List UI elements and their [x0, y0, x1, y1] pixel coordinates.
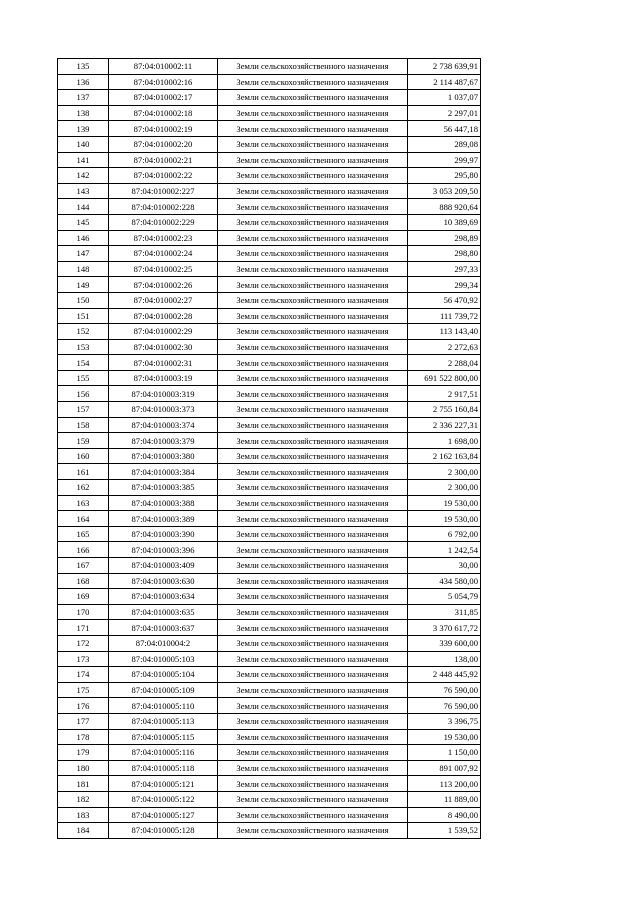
cadastral-number-cell: 87:04:010002:23 [109, 230, 218, 246]
row-number-cell: 169 [58, 589, 109, 605]
cadastral-number-cell: 87:04:010002:30 [109, 339, 218, 355]
table-row [58, 168, 481, 184]
land-category-cell: Земли сельскохозяйственного назначения [218, 370, 408, 386]
row-number-cell: 146 [58, 230, 109, 246]
land-category-cell: Земли сельскохозяйственного назначения [218, 667, 408, 683]
table-row [58, 214, 481, 230]
table-row [58, 511, 481, 527]
cadastral-value-cell: 297,33 [408, 261, 481, 277]
cadastral-value-cell: 2 738 639,91 [408, 59, 481, 75]
land-category-cell: Земли сельскохозяйственного назначения [218, 402, 408, 418]
cadastral-value-cell: 2 162 163,84 [408, 448, 481, 464]
cadastral-number-cell: 87:04:010003:634 [109, 589, 218, 605]
cadastral-number-cell: 87:04:010002:17 [109, 90, 218, 106]
table-row [58, 635, 481, 651]
cadastral-value-cell: 3 053 209,50 [408, 183, 481, 199]
cadastral-number-cell: 87:04:010002:21 [109, 152, 218, 168]
row-number-cell: 150 [58, 292, 109, 308]
cadastral-value-cell: 8 490,00 [408, 807, 481, 823]
cadastral-number-cell: 87:04:010005:104 [109, 667, 218, 683]
cadastral-number-cell: 87:04:010003:635 [109, 604, 218, 620]
cadastral-number-cell: 87:04:010003:390 [109, 526, 218, 542]
cadastral-value-cell: 2 114 487,67 [408, 74, 481, 90]
cadastral-value-cell: 113 200,00 [408, 776, 481, 792]
table-row [58, 542, 481, 558]
land-category-cell: Земли сельскохозяйственного назначения [218, 292, 408, 308]
row-number-cell: 156 [58, 386, 109, 402]
cadastral-number-cell: 87:04:010005:109 [109, 682, 218, 698]
row-number-cell: 164 [58, 511, 109, 527]
table-row [58, 620, 481, 636]
table-row [58, 386, 481, 402]
row-number-cell: 182 [58, 791, 109, 807]
cadastral-value-cell: 691 522 800,00 [408, 370, 481, 386]
row-number-cell: 168 [58, 573, 109, 589]
row-number-cell: 174 [58, 667, 109, 683]
land-category-cell: Земли сельскохозяйственного назначения [218, 729, 408, 745]
cadastral-value-cell: 138,00 [408, 651, 481, 667]
row-number-cell: 141 [58, 152, 109, 168]
cadastral-value-cell: 2 300,00 [408, 464, 481, 480]
table-row [58, 417, 481, 433]
land-category-cell: Земли сельскохозяйственного назначения [218, 791, 408, 807]
table-row [58, 183, 481, 199]
table-row [58, 292, 481, 308]
cadastral-value-cell: 1 698,00 [408, 433, 481, 449]
table-row [58, 370, 481, 386]
table-row [58, 74, 481, 90]
table-row [58, 246, 481, 262]
cadastral-number-cell: 87:04:010005:127 [109, 807, 218, 823]
table-row [58, 807, 481, 823]
land-category-cell: Земли сельскохозяйственного назначения [218, 386, 408, 402]
table-row [58, 230, 481, 246]
cadastral-value-cell: 1 242,54 [408, 542, 481, 558]
table-row [58, 526, 481, 542]
land-category-cell: Земли сельскохозяйственного назначения [218, 246, 408, 262]
land-category-cell: Земли сельскохозяйственного назначения [218, 558, 408, 574]
row-number-cell: 144 [58, 199, 109, 215]
table-row [58, 277, 481, 293]
land-category-cell: Земли сельскохозяйственного назначения [218, 136, 408, 152]
cadastral-value-cell: 2 300,00 [408, 480, 481, 496]
cadastral-value-cell: 891 007,92 [408, 760, 481, 776]
land-category-cell: Земли сельскохозяйственного назначения [218, 59, 408, 75]
cadastral-value-cell: 299,34 [408, 277, 481, 293]
table-row [58, 59, 481, 75]
land-category-cell: Земли сельскохозяйственного назначения [218, 620, 408, 636]
table-row [58, 152, 481, 168]
land-category-cell: Земли сельскохозяйственного назначения [218, 511, 408, 527]
row-number-cell: 152 [58, 324, 109, 340]
table-row [58, 604, 481, 620]
table-row [58, 433, 481, 449]
cadastral-value-cell: 298,80 [408, 246, 481, 262]
cadastral-number-cell: 87:04:010002:18 [109, 105, 218, 121]
cadastral-value-cell: 76 590,00 [408, 698, 481, 714]
row-number-cell: 155 [58, 370, 109, 386]
cadastral-value-cell: 2 288,04 [408, 355, 481, 371]
row-number-cell: 162 [58, 480, 109, 496]
land-category-cell: Земли сельскохозяйственного назначения [218, 635, 408, 651]
cadastral-number-cell: 87:04:010005:110 [109, 698, 218, 714]
land-category-cell: Земли сельскохозяйственного назначения [218, 152, 408, 168]
row-number-cell: 171 [58, 620, 109, 636]
row-number-cell: 135 [58, 59, 109, 75]
cadastral-number-cell: 87:04:010003:630 [109, 573, 218, 589]
cadastral-number-cell: 87:04:010003:379 [109, 433, 218, 449]
cadastral-value-cell: 888 920,64 [408, 199, 481, 215]
land-category-cell: Земли сельскохозяйственного назначения [218, 308, 408, 324]
cadastral-number-cell: 87:04:010003:385 [109, 480, 218, 496]
cadastral-value-cell: 111 739,72 [408, 308, 481, 324]
cadastral-value-cell: 2 448 445,92 [408, 667, 481, 683]
land-category-cell: Земли сельскохозяйственного назначения [218, 589, 408, 605]
cadastral-number-cell: 87:04:010002:28 [109, 308, 218, 324]
cadastral-number-cell: 87:04:010003:637 [109, 620, 218, 636]
cadastral-value-cell: 1 037,07 [408, 90, 481, 106]
row-number-cell: 181 [58, 776, 109, 792]
land-category-cell: Земли сельскохозяйственного назначения [218, 776, 408, 792]
table-row [58, 121, 481, 137]
cadastral-number-cell: 87:04:010003:374 [109, 417, 218, 433]
cadastral-value-cell: 295,80 [408, 168, 481, 184]
cadastral-number-cell: 87:04:010003:19 [109, 370, 218, 386]
cadastral-number-cell: 87:04:010003:396 [109, 542, 218, 558]
cadastral-number-cell: 87:04:010003:319 [109, 386, 218, 402]
row-number-cell: 143 [58, 183, 109, 199]
cadastral-number-cell: 87:04:010003:388 [109, 495, 218, 511]
cadastral-value-cell: 2 297,01 [408, 105, 481, 121]
cadastral-number-cell: 87:04:010005:103 [109, 651, 218, 667]
table-row [58, 105, 481, 121]
cadastral-number-cell: 87:04:010003:384 [109, 464, 218, 480]
table-row [58, 791, 481, 807]
cadastral-value-cell: 11 889,00 [408, 791, 481, 807]
land-category-cell: Земли сельскохозяйственного назначения [218, 823, 408, 839]
cadastral-value-cell: 311,85 [408, 604, 481, 620]
land-category-cell: Земли сельскохозяйственного назначения [218, 495, 408, 511]
cadastral-value-cell: 3 396,75 [408, 713, 481, 729]
cadastral-number-cell: 87:04:010002:229 [109, 214, 218, 230]
land-category-cell: Земли сельскохозяйственного назначения [218, 214, 408, 230]
cadastral-value-cell: 2 272,63 [408, 339, 481, 355]
land-category-cell: Земли сельскохозяйственного назначения [218, 542, 408, 558]
table-row [58, 355, 481, 371]
table-row [58, 308, 481, 324]
cadastral-value-cell: 1 150,00 [408, 745, 481, 761]
table-row [58, 261, 481, 277]
cadastral-number-cell: 87:04:010005:113 [109, 713, 218, 729]
row-number-cell: 142 [58, 168, 109, 184]
table-row [58, 823, 481, 839]
table-row [58, 573, 481, 589]
land-category-cell: Земли сельскохозяйственного назначения [218, 355, 408, 371]
land-category-cell: Земли сельскохозяйственного назначения [218, 433, 408, 449]
row-number-cell: 180 [58, 760, 109, 776]
table-row [58, 464, 481, 480]
cadastral-number-cell: 87:04:010005:118 [109, 760, 218, 776]
land-category-cell: Земли сельскохозяйственного назначения [218, 121, 408, 137]
table-row [58, 324, 481, 340]
land-category-cell: Земли сельскохозяйственного назначения [218, 448, 408, 464]
cadastral-value-cell: 1 539,52 [408, 823, 481, 839]
cadastral-number-cell: 87:04:010003:389 [109, 511, 218, 527]
land-category-cell: Земли сельскохозяйственного назначения [218, 604, 408, 620]
table-row [58, 713, 481, 729]
land-category-cell: Земли сельскохозяйственного назначения [218, 324, 408, 340]
table-row [58, 682, 481, 698]
cadastral-value-cell: 76 590,00 [408, 682, 481, 698]
cadastral-value-cell: 3 370 617,72 [408, 620, 481, 636]
land-category-cell: Земли сельскохозяйственного назначения [218, 183, 408, 199]
row-number-cell: 183 [58, 807, 109, 823]
row-number-cell: 147 [58, 246, 109, 262]
land-category-cell: Земли сельскохозяйственного назначения [218, 90, 408, 106]
row-number-cell: 148 [58, 261, 109, 277]
cadastral-value-cell: 10 389,69 [408, 214, 481, 230]
cadastral-number-cell: 87:04:010002:228 [109, 199, 218, 215]
table-body [58, 59, 481, 839]
cadastral-value-cell: 56 447,18 [408, 121, 481, 137]
cadastral-value-cell: 2 917,51 [408, 386, 481, 402]
cadastral-value-cell: 56 470,92 [408, 292, 481, 308]
land-category-cell: Земли сельскохозяйственного назначения [218, 105, 408, 121]
row-number-cell: 136 [58, 74, 109, 90]
cadastral-number-cell: 87:04:010004:2 [109, 635, 218, 651]
table-row [58, 339, 481, 355]
row-number-cell: 178 [58, 729, 109, 745]
cadastral-number-cell: 87:04:010005:116 [109, 745, 218, 761]
land-category-cell: Земли сельскохозяйственного назначения [218, 760, 408, 776]
cadastral-number-cell: 87:04:010003:380 [109, 448, 218, 464]
land-category-cell: Земли сельскохозяйственного назначения [218, 261, 408, 277]
land-category-cell: Земли сельскохозяйственного назначения [218, 168, 408, 184]
row-number-cell: 166 [58, 542, 109, 558]
row-number-cell: 154 [58, 355, 109, 371]
land-category-cell: Земли сельскохозяйственного назначения [218, 417, 408, 433]
cadastral-number-cell: 87:04:010002:26 [109, 277, 218, 293]
cadastral-number-cell: 87:04:010002:31 [109, 355, 218, 371]
land-category-cell: Земли сельскохозяйственного назначения [218, 745, 408, 761]
land-category-cell: Земли сельскохозяйственного назначения [218, 713, 408, 729]
cadastral-number-cell: 87:04:010005:115 [109, 729, 218, 745]
table-row [58, 402, 481, 418]
cadastral-value-cell: 19 530,00 [408, 729, 481, 745]
table-row [58, 136, 481, 152]
row-number-cell: 138 [58, 105, 109, 121]
cadastral-value-cell: 298,89 [408, 230, 481, 246]
cadastral-number-cell: 87:04:010002:25 [109, 261, 218, 277]
cadastral-number-cell: 87:04:010002:22 [109, 168, 218, 184]
table-row [58, 698, 481, 714]
cadastral-value-cell: 2 336 227,31 [408, 417, 481, 433]
land-category-cell: Земли сельскохозяйственного назначения [218, 277, 408, 293]
row-number-cell: 160 [58, 448, 109, 464]
table-row [58, 480, 481, 496]
row-number-cell: 153 [58, 339, 109, 355]
cadastral-number-cell: 87:04:010002:227 [109, 183, 218, 199]
row-number-cell: 176 [58, 698, 109, 714]
cadastral-number-cell: 87:04:010002:29 [109, 324, 218, 340]
land-category-cell: Земли сельскохозяйственного назначения [218, 480, 408, 496]
table-row [58, 448, 481, 464]
cadastral-number-cell: 87:04:010002:27 [109, 292, 218, 308]
cadastral-number-cell: 87:04:010003:373 [109, 402, 218, 418]
cadastral-value-cell: 2 755 160,84 [408, 402, 481, 418]
table-row [58, 558, 481, 574]
row-number-cell: 137 [58, 90, 109, 106]
cadastral-number-cell: 87:04:010005:122 [109, 791, 218, 807]
row-number-cell: 184 [58, 823, 109, 839]
land-category-cell: Земли сельскохозяйственного назначения [218, 199, 408, 215]
cadastral-value-cell: 299,97 [408, 152, 481, 168]
row-number-cell: 159 [58, 433, 109, 449]
row-number-cell: 161 [58, 464, 109, 480]
cadastral-number-cell: 87:04:010002:11 [109, 59, 218, 75]
row-number-cell: 173 [58, 651, 109, 667]
land-category-cell: Земли сельскохозяйственного назначения [218, 339, 408, 355]
cadastral-value-cell: 30,00 [408, 558, 481, 574]
cadastral-value-cell: 19 530,00 [408, 495, 481, 511]
land-category-cell: Земли сельскохозяйственного назначения [218, 698, 408, 714]
cadastral-number-cell: 87:04:010002:24 [109, 246, 218, 262]
cadastral-value-cell: 19 530,00 [408, 511, 481, 527]
cadastral-value-cell: 6 792,00 [408, 526, 481, 542]
cadastral-value-cell: 339 600,00 [408, 635, 481, 651]
cadastral-value-cell: 434 580,00 [408, 573, 481, 589]
land-category-cell: Земли сельскохозяйственного назначения [218, 651, 408, 667]
row-number-cell: 165 [58, 526, 109, 542]
cadastral-number-cell: 87:04:010002:16 [109, 74, 218, 90]
row-number-cell: 170 [58, 604, 109, 620]
row-number-cell: 158 [58, 417, 109, 433]
row-number-cell: 157 [58, 402, 109, 418]
table-row [58, 495, 481, 511]
table-row [58, 90, 481, 106]
row-number-cell: 167 [58, 558, 109, 574]
cadastral-value-cell: 113 143,40 [408, 324, 481, 340]
table-row [58, 745, 481, 761]
row-number-cell: 151 [58, 308, 109, 324]
cadastral-number-cell: 87:04:010002:19 [109, 121, 218, 137]
table-row [58, 776, 481, 792]
cadastral-value-cell: 289,08 [408, 136, 481, 152]
row-number-cell: 163 [58, 495, 109, 511]
cadastral-value-table [57, 58, 481, 839]
land-category-cell: Земли сельскохозяйственного назначения [218, 74, 408, 90]
row-number-cell: 140 [58, 136, 109, 152]
land-category-cell: Земли сельскохозяйственного назначения [218, 230, 408, 246]
cadastral-number-cell: 87:04:010005:121 [109, 776, 218, 792]
cadastral-number-cell: 87:04:010005:128 [109, 823, 218, 839]
row-number-cell: 179 [58, 745, 109, 761]
row-number-cell: 175 [58, 682, 109, 698]
row-number-cell: 172 [58, 635, 109, 651]
cadastral-number-cell: 87:04:010003:409 [109, 558, 218, 574]
row-number-cell: 177 [58, 713, 109, 729]
land-category-cell: Земли сельскохозяйственного назначения [218, 807, 408, 823]
row-number-cell: 139 [58, 121, 109, 137]
land-category-cell: Земли сельскохозяйственного назначения [218, 526, 408, 542]
table-row [58, 667, 481, 683]
row-number-cell: 145 [58, 214, 109, 230]
land-category-cell: Земли сельскохозяйственного назначения [218, 464, 408, 480]
land-category-cell: Земли сельскохозяйственного назначения [218, 682, 408, 698]
table-row [58, 729, 481, 745]
cadastral-value-cell: 5 054,79 [408, 589, 481, 605]
row-number-cell: 149 [58, 277, 109, 293]
table-row [58, 651, 481, 667]
land-category-cell: Земли сельскохозяйственного назначения [218, 573, 408, 589]
table-row [58, 760, 481, 776]
table-row [58, 199, 481, 215]
table-row [58, 589, 481, 605]
cadastral-number-cell: 87:04:010002:20 [109, 136, 218, 152]
